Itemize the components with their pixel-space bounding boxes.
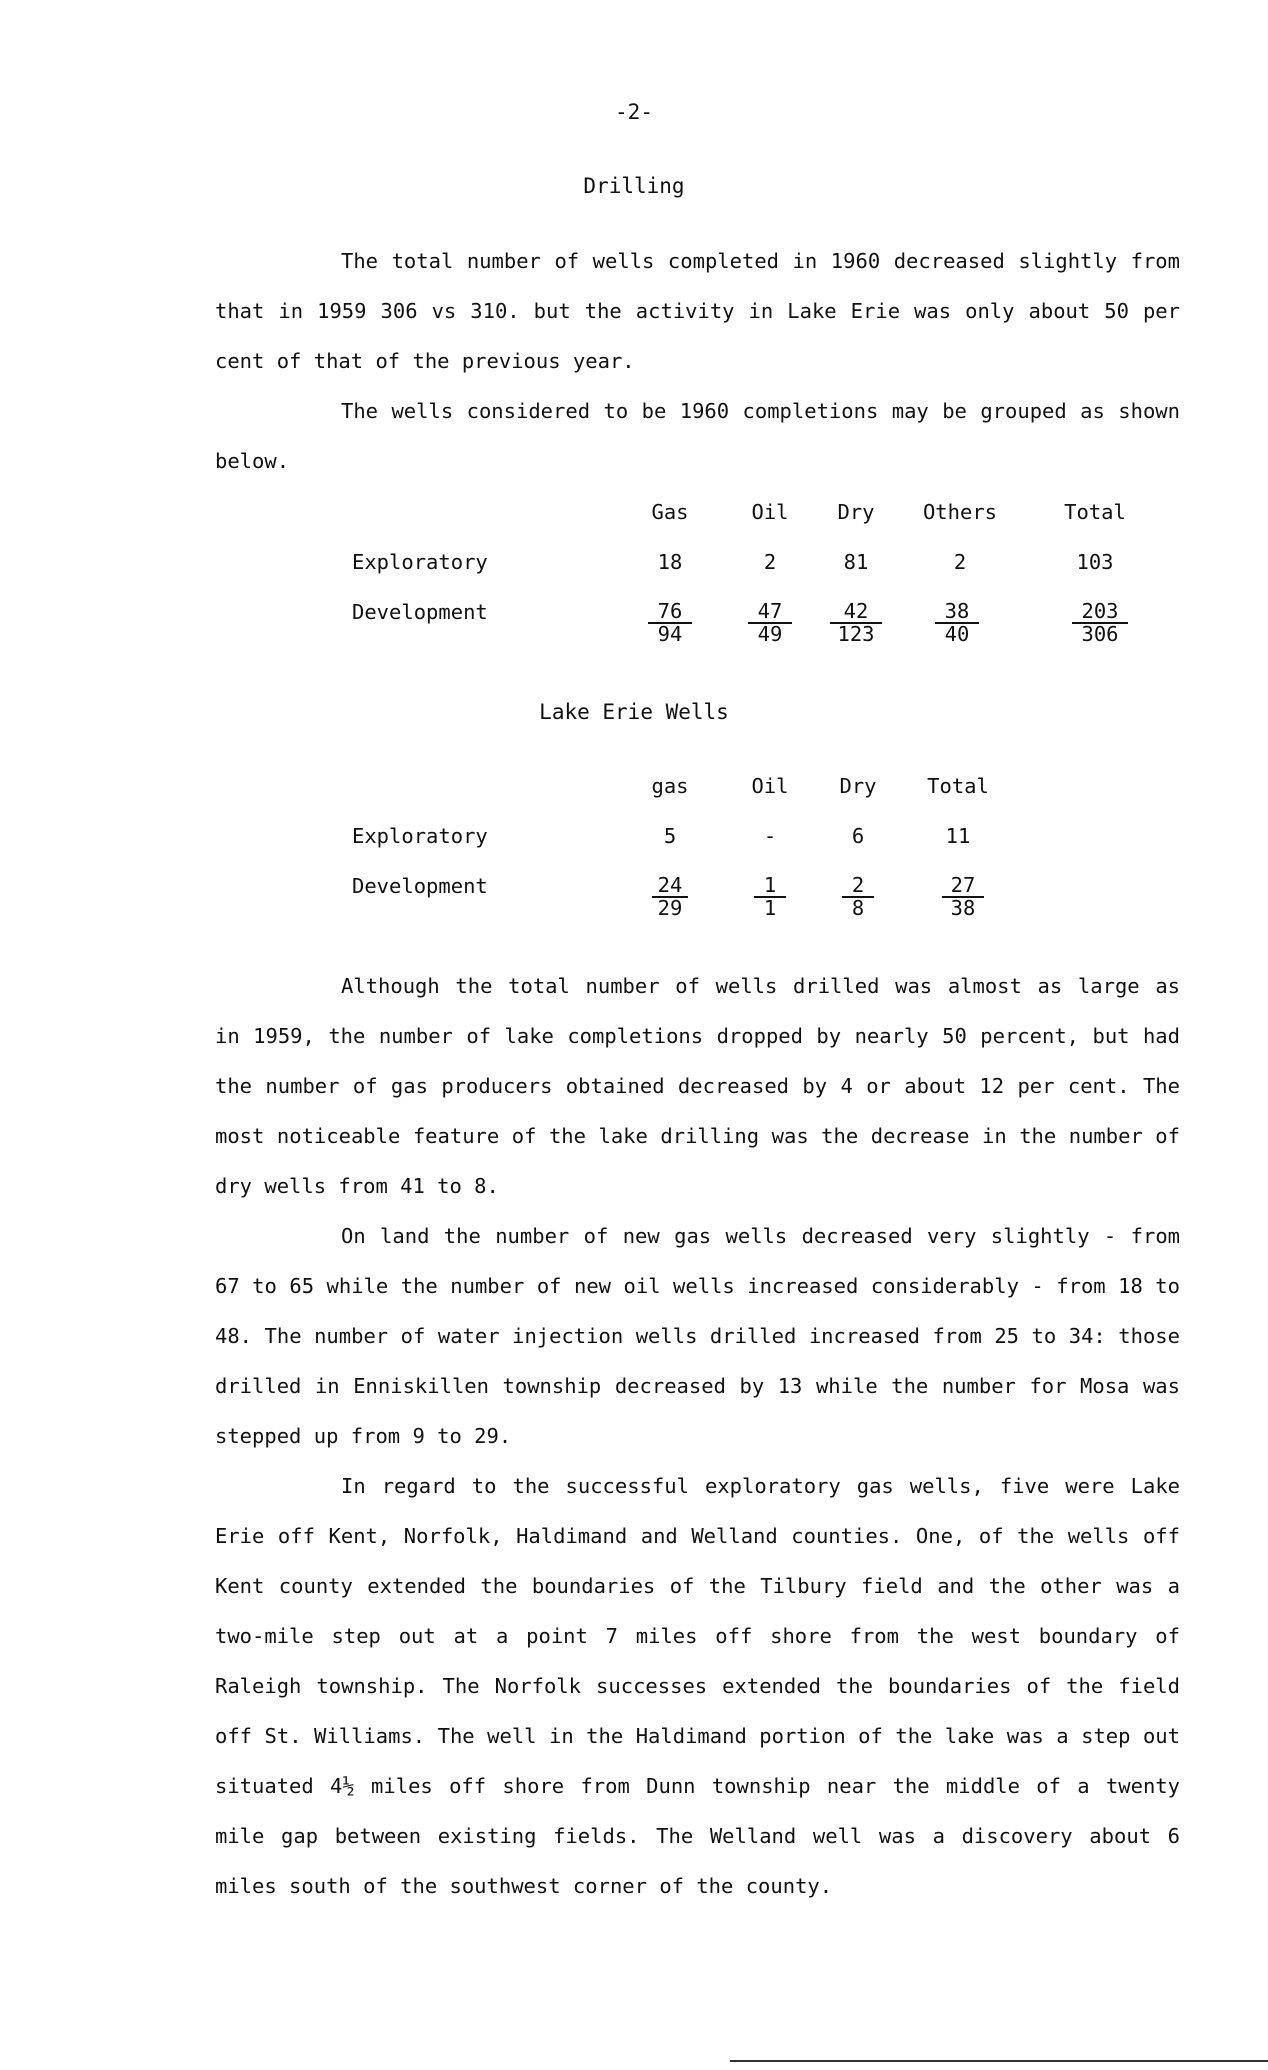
- lake-cell-exploratory-gas: 5: [663, 824, 677, 848]
- col-header-others: Others: [922, 500, 998, 524]
- lake-development-gas-value: 24: [652, 875, 688, 898]
- lake-col-header-dry: Dry: [839, 774, 877, 798]
- row-label-exploratory: Exploratory: [352, 550, 488, 574]
- col-header-dry: Dry: [837, 500, 875, 524]
- cell-exploratory-others: 2: [953, 550, 967, 574]
- cell-exploratory-oil: 2: [763, 550, 777, 574]
- paragraph-lake-completions: Although the total number of wells drilled was almost as large as in 1959, the number of lake completions dropped by nearly 50 percent, but had the number of gas producers obtained decreased by 4 or about 12 per cent. The most noticeable feature of the lake drilling was the decrease in the number of dry wells from 41 to 8.: [215, 974, 1180, 1198]
- lake-development-total-value: 27: [942, 875, 984, 898]
- lake-row-label-development: Development: [352, 874, 488, 898]
- fraction-development-dry: [830, 601, 882, 645]
- development-oil-value: 47: [748, 601, 792, 624]
- lake-col-header-gas: gas: [651, 774, 689, 798]
- lake-grand-total-value: 38: [950, 896, 976, 920]
- lake-fraction-development-oil: [754, 875, 786, 919]
- lake-fraction-development-gas: [652, 875, 688, 919]
- lake-row-label-exploratory: Exploratory: [352, 824, 488, 848]
- page-number: -2-: [615, 100, 653, 124]
- col-header-total: Total: [1064, 500, 1126, 524]
- lake-cell-exploratory-oil: -: [763, 824, 777, 848]
- total-dry-value: 123: [837, 622, 875, 646]
- paragraph-land-drilling: On land the number of new gas wells decreased very slightly - from 67 to 65 while the number of new oil wells increased considerably - from 18 to 48. The number of water injection wells drilled increased from 25 to 34: those drilled in Enniskillen township decreased by 13 while the number for Mosa was stepped up from 9 to 29.: [215, 1224, 1180, 1448]
- lake-erie-heading: Lake Erie Wells: [539, 700, 729, 724]
- fraction-development-total: [1072, 601, 1128, 645]
- section-heading: Drilling: [583, 174, 685, 198]
- lake-col-header-oil: Oil: [751, 774, 789, 798]
- paragraph-intro: The total number of wells completed in 1960 decreased slightly from that in 1959 306 vs 310. but the activity in Lake Erie was only about 50 per cent of that of the previous year.: [215, 249, 1180, 373]
- development-total-value: 203: [1072, 601, 1128, 624]
- paragraph-grouping: The wells considered to be 1960 completions may be grouped as shown below.: [215, 399, 1180, 473]
- total-oil-value: 49: [757, 622, 783, 646]
- col-header-oil: Oil: [751, 500, 789, 524]
- fraction-development-gas: [648, 601, 692, 645]
- lake-cell-exploratory-dry: 6: [851, 824, 865, 848]
- lake-total-oil-value: 1: [763, 896, 777, 920]
- fraction-development-oil: [748, 601, 792, 645]
- total-gas-value: 94: [657, 622, 683, 646]
- row-label-development: Development: [352, 600, 488, 624]
- lake-total-gas-value: 29: [657, 896, 683, 920]
- grand-total-value: 306: [1081, 622, 1119, 646]
- lake-cell-exploratory-total: 11: [945, 824, 971, 848]
- cell-exploratory-total: 103: [1076, 550, 1114, 574]
- lake-development-oil-value: 1: [754, 875, 786, 898]
- paragraph-exploratory-gas: In regard to the successful exploratory gas wells, five were Lake Erie off Kent, Norfolk, Haldimand and Welland counties. One, of the wells off Kent county extended the boundaries of the Tilbury field and the other was a two-mile step out at a point 7 miles off shore from the west boundary of Raleigh township. The Norfolk successes extended the boundaries of the field off St. Williams. The well in the Haldimand portion of the lake was a step out situated 4½ miles off shore from Dunn township near the middle of a twenty mile gap between existing fields. The Welland well was a discovery about 6 miles south of the southwest corner of the county.: [215, 1474, 1180, 1898]
- total-others-value: 40: [944, 622, 970, 646]
- bottom-edge-rule: [730, 2060, 1268, 2062]
- development-dry-value: 42: [830, 601, 882, 624]
- lake-fraction-development-total: [942, 875, 984, 919]
- lake-fraction-development-dry: [842, 875, 874, 919]
- lake-development-dry-value: 2: [842, 875, 874, 898]
- development-gas-value: 76: [648, 601, 692, 624]
- cell-exploratory-dry: 81: [843, 550, 869, 574]
- fraction-development-others: [935, 601, 979, 645]
- lake-total-dry-value: 8: [851, 896, 865, 920]
- development-others-value: 38: [935, 601, 979, 624]
- col-header-gas: Gas: [651, 500, 689, 524]
- cell-exploratory-gas: 18: [657, 550, 683, 574]
- lake-col-header-total: Total: [927, 774, 989, 798]
